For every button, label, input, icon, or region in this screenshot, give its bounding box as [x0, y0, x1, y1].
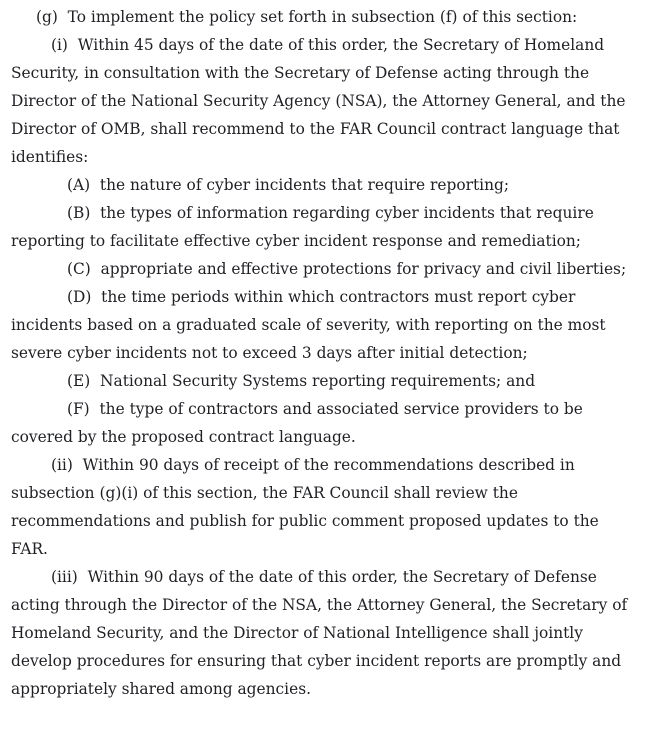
paragraph-marker: (D) — [67, 288, 92, 306]
paragraph-g-i-a — [11, 171, 637, 199]
paragraph-text: Within 45 days of the date of this order, the Secretary of Homeland Security, in consultation with the Secretary of Defense acting through the Director of the National Security Agency (NSA), the Attorney General, and the Director of OMB, shall recommend to the FAR Council contract language that identifies: — [11, 36, 626, 166]
paragraph-text: Within 90 days of receipt of the recommendations described in subsection (g)(i) of this section, the FAR Council shall review the recommendations and publish for public comment proposed updates to the FAR. — [11, 456, 599, 558]
paragraph-text: the time periods within which contractors must report cyber incidents based on a graduated scale of severity, with reporting on the most severe cyber incidents not to exceed 3 days after initial detection; — [11, 288, 606, 362]
paragraph-g-i-e — [11, 367, 637, 395]
paragraph-marker: (E) — [67, 372, 91, 390]
paragraph-text: National Security Systems reporting requirements; and — [100, 372, 536, 390]
paragraph-g-i — [11, 31, 637, 171]
paragraph-marker: (B) — [67, 204, 91, 222]
paragraph-g — [11, 3, 637, 31]
paragraph-text: the types of information regarding cyber incidents that require reporting to facilitate effective cyber incident response and remediation; — [11, 204, 594, 250]
paragraph-marker: (i) — [51, 36, 68, 54]
paragraph-g-iii — [11, 563, 637, 703]
paragraph-g-i-f — [11, 395, 637, 451]
paragraph-g-i-b — [11, 199, 637, 255]
paragraph-marker: (C) — [67, 260, 91, 278]
paragraph-marker: (A) — [67, 176, 91, 194]
paragraph-text: the nature of cyber incidents that require reporting; — [99, 176, 510, 194]
paragraph-marker: (ii) — [51, 456, 73, 474]
paragraph-text: To implement the policy set forth in subsection (f) of this section: — [67, 8, 578, 26]
paragraph-g-i-d — [11, 283, 637, 367]
paragraph-text: the type of contractors and associated service providers to be covered by the proposed contract language. — [11, 400, 583, 446]
paragraph-marker: (iii) — [51, 568, 78, 586]
paragraph-g-i-c — [11, 255, 637, 283]
paragraph-marker: (F) — [67, 400, 90, 418]
paragraph-text: Within 90 days of the date of this order, the Secretary of Defense acting through the Director of the NSA, the Attorney General, the Secretary of Homeland Security, and the Director of National Intelligence shall jointly develop procedures for ensuring that cyber incident reports are promptly and appropriately shared among agencies. — [11, 568, 628, 698]
paragraph-text: appropriate and effective protections for privacy and civil liberties; — [100, 260, 627, 278]
paragraph-marker: (g) — [36, 8, 58, 26]
paragraph-g-ii — [11, 451, 637, 563]
